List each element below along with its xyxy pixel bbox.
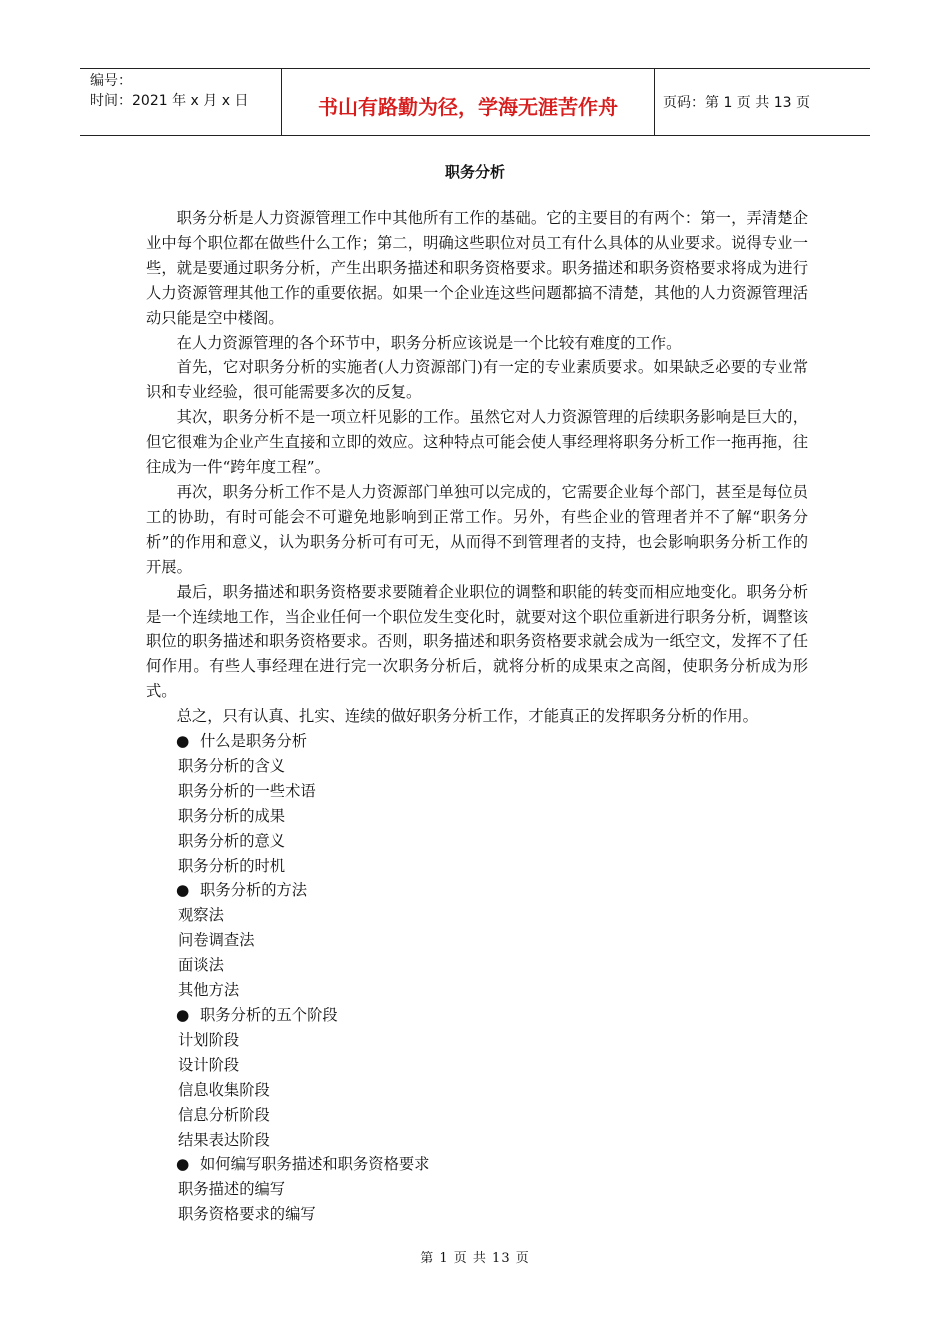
section-heading-text: 职务分析的方法 — [200, 881, 308, 900]
section-heading — [146, 1152, 808, 1177]
list-item: 面谈法 — [178, 956, 224, 975]
list-item: 职务分析的意义 — [178, 831, 286, 850]
document-date: 时间：2021 年 x 月 x 日 — [90, 93, 249, 109]
paragraph: 最后，职务描述和职务资格要求要随着企业职位的调整和职能的转变而相应地变化。职务分析是一个连续地工作，当企业任何一个职位发生变化时，就要对这个职位重新进行职务分析，调整该职位的职务描述和职务资格要求。否则，职务描述和职务资格要求就会成为一纸空文，发挥不了任何作用。有些人事经理在进行完一次职务分析后，就将分析的成果束之高阁，使职务分析成为形式。 — [146, 582, 808, 701]
section-heading-text: 职务分析的五个阶段 — [200, 1006, 338, 1024]
paragraph: 其次，职务分析不是一项立杆见影的工作。虽然它对人力资源管理的后续职务影响是巨大的，但它很难为企业产生直接和立即的效应。这种特点可能会使人事经理将职务分析工作一拖再拖，往往成为一件“跨年度工程”。 — [146, 408, 808, 477]
page-footer: 第 1 页 共 13 页 — [420, 1251, 530, 1266]
list-item: 职务分析的一些术语 — [178, 781, 316, 800]
list-item: 信息收集阶段 — [178, 1080, 270, 1099]
paragraph: 首先，它对职务分析的实施者(人力资源部门)有一定的专业素质要求。如果缺乏必要的专业常识和专业经验，很可能需要多次的反复。 — [146, 358, 808, 402]
section-heading — [146, 878, 808, 903]
list-item: 结果表达阶段 — [178, 1130, 270, 1149]
list-item: 其他方法 — [178, 981, 240, 1000]
list-item: 设计阶段 — [178, 1055, 240, 1074]
paragraph: 职务分析是人力资源管理工作中其他所有工作的基础。它的主要目的有两个：第一，弄清楚企业中每个职位都在做些什么工作；第二，明确这些职位对员工有什么具体的从业要求。说得专业一些，就是要通过职务分析，产生出职务描述和职务资格要求。职务描述和职务资格要求将成为进行人力资源管理其他工作的重要依据。如果一个企业连这些问题都搞不清楚，其他的人力资源管理活动只能是空中楼阁。 — [146, 209, 808, 327]
list-item: 职务分析的含义 — [178, 756, 286, 775]
section-heading-text: 什么是职务分析 — [200, 732, 308, 751]
list-item: 观察法 — [178, 906, 224, 925]
list-item: 职务分析的成果 — [178, 806, 286, 825]
section-heading — [146, 1003, 808, 1028]
outline-section — [146, 878, 808, 1003]
outline-section — [146, 1003, 808, 1152]
page-header — [80, 68, 870, 136]
outline-section — [146, 729, 808, 878]
section-heading — [146, 729, 808, 754]
list-item: 职务描述的编写 — [178, 1180, 286, 1199]
section-heading-text: 如何编写职务描述和职务资格要求 — [200, 1155, 430, 1174]
paragraph: 总之，只有认真、扎实、连续的做好职务分析工作，才能真正的发挥职务分析的作用。 — [176, 707, 758, 726]
bullet-icon: ● — [176, 881, 190, 900]
document-title: 职务分析 — [444, 163, 505, 181]
header-motto: 书山有路勤为径，学海无涯苦作舟 — [282, 69, 655, 135]
bullet-icon: ● — [176, 1006, 190, 1024]
list-item: 职务资格要求的编写 — [178, 1205, 316, 1224]
header-page-info: 页码：第 1 页 共 13 页 — [663, 95, 810, 111]
header-meta — [80, 69, 282, 135]
list-item: 职务分析的时机 — [178, 856, 286, 875]
paragraph: 在人力资源管理的各个环节中，职务分析应该说是一个比较有难度的工作。 — [176, 333, 682, 352]
outline-section — [146, 1152, 808, 1227]
bullet-icon: ● — [176, 732, 190, 751]
document-number-label: 编号： — [90, 73, 132, 89]
list-item: 问卷调查法 — [178, 931, 255, 950]
list-item: 计划阶段 — [178, 1030, 240, 1049]
bullet-icon: ● — [176, 1155, 190, 1174]
document-body — [146, 206, 808, 1227]
paragraph: 再次，职务分析工作不是人力资源部门单独可以完成的，它需要企业每个部门，甚至是每位员工的协助，有时可能会不可避免地影响到正常工作。另外，有些企业的管理者并不了解“职务分析”的作用和意义，认为职务分析可有可无，从而得不到管理者的支持，也会影响职务分析工作的开展。 — [146, 482, 808, 576]
list-item: 信息分析阶段 — [178, 1105, 270, 1124]
